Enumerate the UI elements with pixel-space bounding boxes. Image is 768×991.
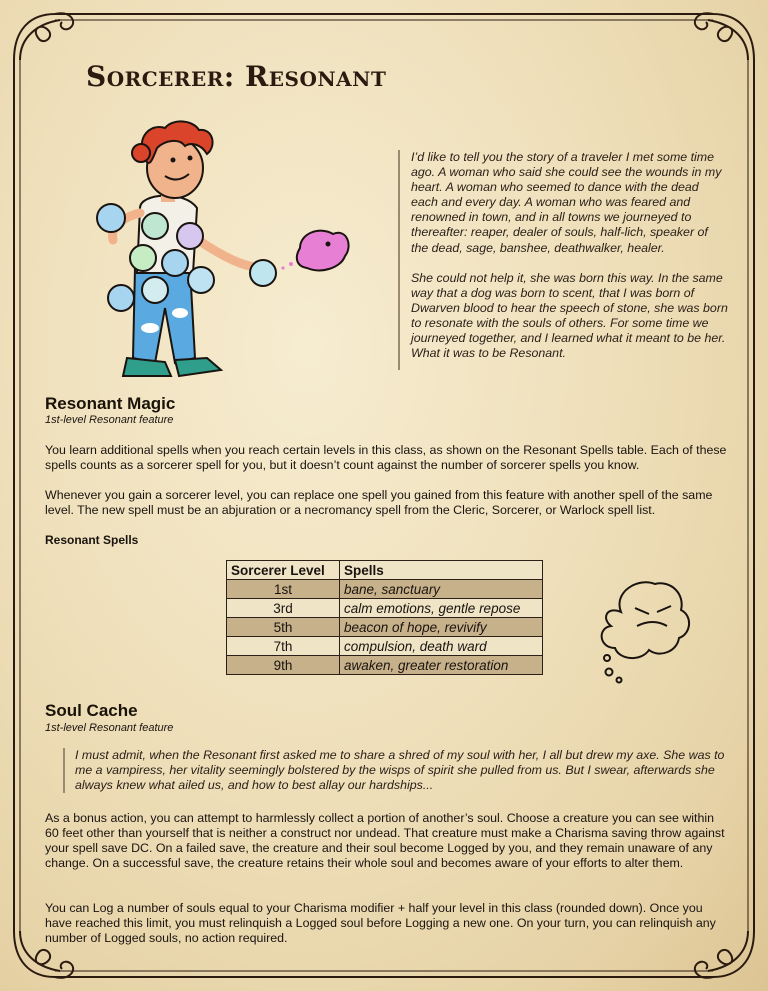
table-cell-spells: calm emotions, gentle repose	[340, 599, 543, 618]
table-cell-level: 3rd	[227, 599, 340, 618]
sorceress-illustration	[95, 118, 360, 388]
spells-table-title: Resonant Spells	[45, 533, 139, 547]
table-cell-level: 9th	[227, 656, 340, 675]
table-cell-spells: beacon of hope, revivify	[340, 618, 543, 637]
resonant-magic-paragraph: You learn additional spells when you reach certain levels in this class, as shown on the Resonant Spells table. Each of these spells counts as a sorcerer spell for you, but it doesn’t count against the number of sorcerer spells you know.	[45, 443, 727, 473]
table-row	[227, 580, 543, 599]
soul-cache-quote: I must admit, when the Resonant first asked me to share a shred of my soul with her, I all but drew my axe. She was to me a vampiress, her vitality seemingly bolstered by the wisps of spirit she pulled from us. But I swear, afterwards she always knew what ailed us, and how to best allay our hardships...	[63, 748, 733, 793]
soul-cache-subtitle: 1st-level Resonant feature	[45, 722, 174, 734]
table-cell-level: 7th	[227, 637, 340, 656]
resonant-magic-heading: Resonant Magic	[45, 394, 176, 413]
soul-cache-paragraph: You can Log a number of souls equal to your Charisma modifier + half your level in this class (rounded down). Once you have reached this limit, you must relinquish a Logged soul before Logging a new one. On your turn, you can relinquish any number of Logged souls, no action required.	[45, 901, 716, 946]
resonant-magic-subtitle: 1st-level Resonant feature	[45, 414, 174, 426]
table-cell-spells: awaken, greater restoration	[340, 656, 543, 675]
intro-quote-paragraph: I’d like to tell you the story of a traveler I met some time ago. A woman who said she could see the wounds in my heart. A woman who seemed to dance with the dead each and every day. A woman who was feared and renowned in town, and in all towns we journeyed to thereafter: reaper, dealer of souls, half-lich, speaker of the dead, sage, banshee, deathwalker, healer.	[411, 150, 722, 255]
soul-cache-heading: Soul Cache	[45, 701, 138, 720]
table-header-level: Sorcerer Level	[227, 561, 340, 580]
intro-quote	[398, 150, 728, 370]
ghost-cloud-icon	[593, 572, 703, 687]
intro-quote-paragraph: She could not help it, she was born this way. In the same way that a dog was born to scent, that I was born of Dwarven blood to hear the speech of stone, she was born to resonate with the souls of others. For some time we journeyed together, and I learned what it meant to be her. What it was to be Resonant.	[411, 270, 728, 361]
table-header-spells: Spells	[340, 561, 543, 580]
table-cell-level: 1st	[227, 580, 340, 599]
page-title: Sorcerer: Resonant	[86, 60, 387, 93]
table-row	[227, 656, 543, 675]
table-cell-spells: compulsion, death ward	[340, 637, 543, 656]
table-row	[227, 599, 543, 618]
table-row	[227, 618, 543, 637]
table-cell-level: 5th	[227, 618, 340, 637]
table-cell-spells: bane, sanctuary	[340, 580, 543, 599]
resonant-spells-table	[226, 560, 543, 675]
resonant-magic-paragraph: Whenever you gain a sorcerer level, you can replace one spell you gained from this feature with another spell of the same level. The new spell must be an abjuration or a necromancy spell from the Cleric, Sorcerer, or Warlock spell list.	[45, 488, 713, 518]
table-row	[227, 637, 543, 656]
soul-cache-paragraph: As a bonus action, you can attempt to harmlessly collect a portion of another’s soul. Choose a creature you can see within 60 feet other than yourself that is neither a construct nor undead. That creature must make a Charisma saving throw against your spell save DC. On a failed save, the creature and their soul become Logged by you, and they remain unaware of any change. On a successful save, the creature retains their whole soul and becomes aware of your efforts to alter them.	[45, 811, 725, 871]
